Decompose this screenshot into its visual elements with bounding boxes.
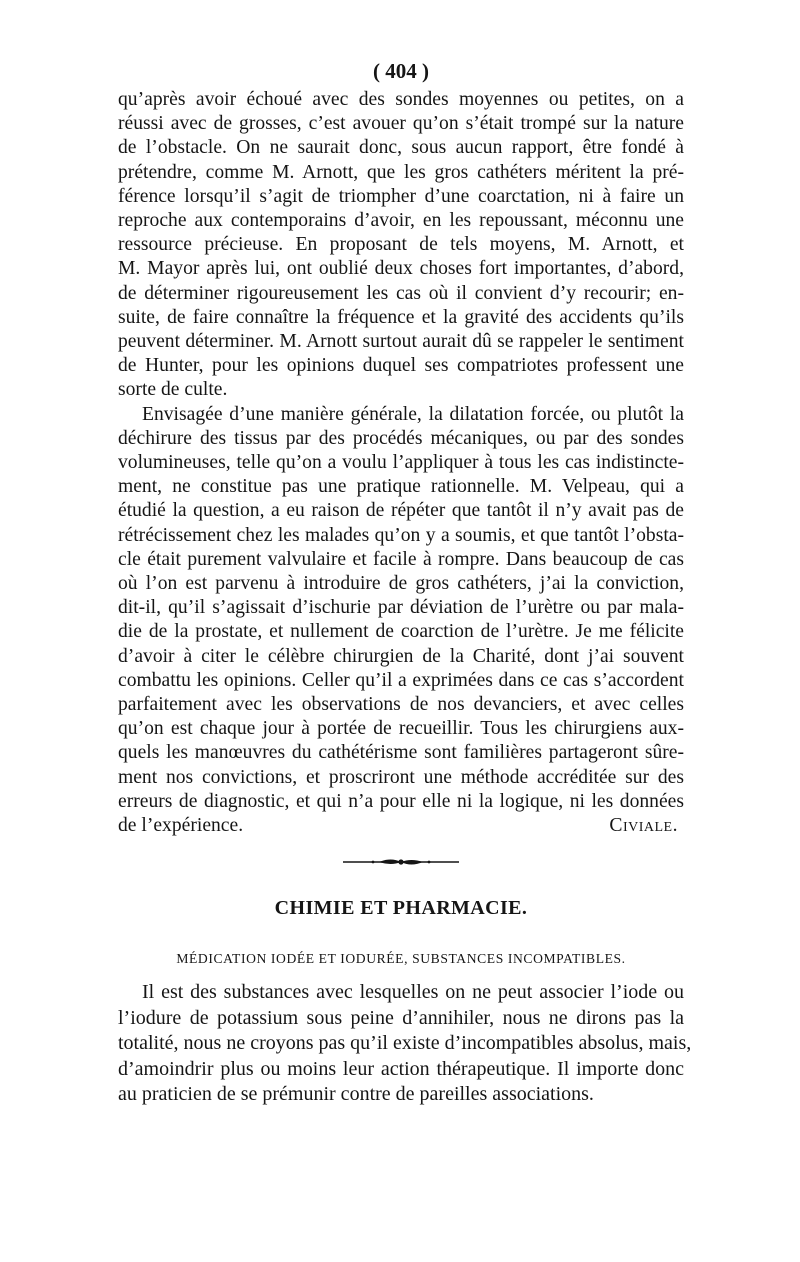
text-line: déchirure des tissus par des procédés mécaniques, ou par des sondes (118, 427, 684, 449)
section-divider-ornament (341, 856, 461, 868)
text-line: réussi avec de grosses, c’est avouer qu’on s’était trompé sur la nature (118, 113, 684, 135)
text-line: de l’expérience. (118, 815, 244, 837)
text-line: combattu les opinions. Celler qu’il a exprimées dans ce cas s’accordent (118, 669, 684, 691)
text-line: Envisagée d’une manière générale, la dilatation forcée, ou plutôt la (142, 403, 684, 425)
text-line: M. Mayor après lui, ont oublié deux choses fort importantes, d’abord, (118, 258, 684, 280)
text-line: de Hunter, pour les opinions duquel ses compatriotes professent une (118, 355, 684, 377)
text-line: cle était purement valvulaire et facile à rompre. Dans beaucoup de cas (118, 548, 684, 570)
article-subtitle: MÉDICATION IODÉE ET IODURÉE, SUBSTANCES INCOMPATIBLES. (176, 951, 626, 967)
text-line: totalité, nous ne croyons pas qu’il existe d’incompatibles absolus, mais, (118, 1032, 692, 1055)
text-line: de déterminer rigoureusement les cas où il convient d’y recourir; en- (118, 282, 684, 304)
text-line: où l’on est parvenu à introduire de gros cathéters, j’ai la conviction, (118, 573, 684, 595)
paragraph-dilatation (118, 403, 684, 839)
text-line: reproche aux contemporains d’avoir, en les repoussant, méconnu une (118, 210, 684, 232)
text-line: parfaitement avec les observations de nos devanciers, et avec celles (118, 694, 684, 716)
text-line: de l’obstacle. On ne saurait donc, sous aucun rapport, être fondé à (118, 137, 684, 159)
text-line: erreurs de diagnostic, et qui n’a pour elle ni la logique, ni les données (118, 790, 684, 812)
text-line: rétrécissement chez les malades qu’on y a soumis, et que tantôt l’obsta- (118, 524, 684, 546)
paragraph-iode (118, 980, 692, 1108)
page-number: ( 404 ) (373, 59, 429, 83)
text-line: ment nos convictions, et proscriront une méthode accréditée sur des (118, 766, 684, 788)
section-title: CHIMIE ET PHARMACIE. (274, 897, 528, 920)
document-page (118, 58, 692, 1108)
author-signature: Civiale. (609, 815, 678, 837)
text-line: prétendre, comme M. Arnott, que les gros cathéters méritent la pré- (118, 161, 684, 183)
text-line: l’iodure de potassium sous peine d’annihiler, nous ne dirons pas la (118, 1006, 684, 1029)
text-line: d’amoindrir plus ou moins leur action thérapeutique. Il importe donc (118, 1057, 684, 1080)
text-line: quels les manœuvres du cathétérisme sont familières partageront sûre- (118, 742, 684, 764)
text-line: die de la prostate, et nullement de coarction de l’urètre. Je me félicite (118, 621, 684, 643)
text-line: qu’après avoir échoué avec des sondes moyennes ou petites, on a (118, 89, 684, 110)
text-line: volumineuses, telle qu’on a voulu l’appliquer à tous les cas indistincte- (118, 452, 684, 474)
signoff-line (118, 814, 684, 838)
text-line: suite, de faire connaître la fréquence et la gravité des accidents qu’ils (118, 306, 684, 328)
text-line: Il est des substances avec lesquelles on ne peut associer l’iode ou (142, 981, 684, 1004)
text-line: sorte de culte. (118, 379, 228, 401)
text-line: qu’on est chaque jour à portée de recueillir. Tous les chirurgiens aux- (118, 718, 684, 740)
text-line: au praticien de se prémunir contre de pareilles associations. (118, 1083, 594, 1106)
text-line: ment, ne constitue pas une pratique rationnelle. M. Velpeau, qui a (118, 476, 684, 498)
text-line: d’avoir à citer le célèbre chirurgien de la Charité, dont j’ai souvent (118, 645, 684, 667)
text-line: dit-il, qu’il s’agissait d’ischurie par déviation de l’urètre ou par mala- (118, 597, 684, 619)
text-line: étudié la question, a eu raison de répéter que tantôt il n’y avait pas de (118, 500, 684, 522)
text-line: férence lorsqu’il s’agit de triompher d’une coarctation, ni à faire un (118, 185, 684, 207)
paragraph-arnott (118, 88, 684, 403)
text-line: peuvent déterminer. M. Arnott surtout aurait dû se rappeler le sentiment (118, 331, 684, 353)
text-line: ressource précieuse. En proposant de tels moyens, M. Arnott, et (118, 234, 684, 256)
